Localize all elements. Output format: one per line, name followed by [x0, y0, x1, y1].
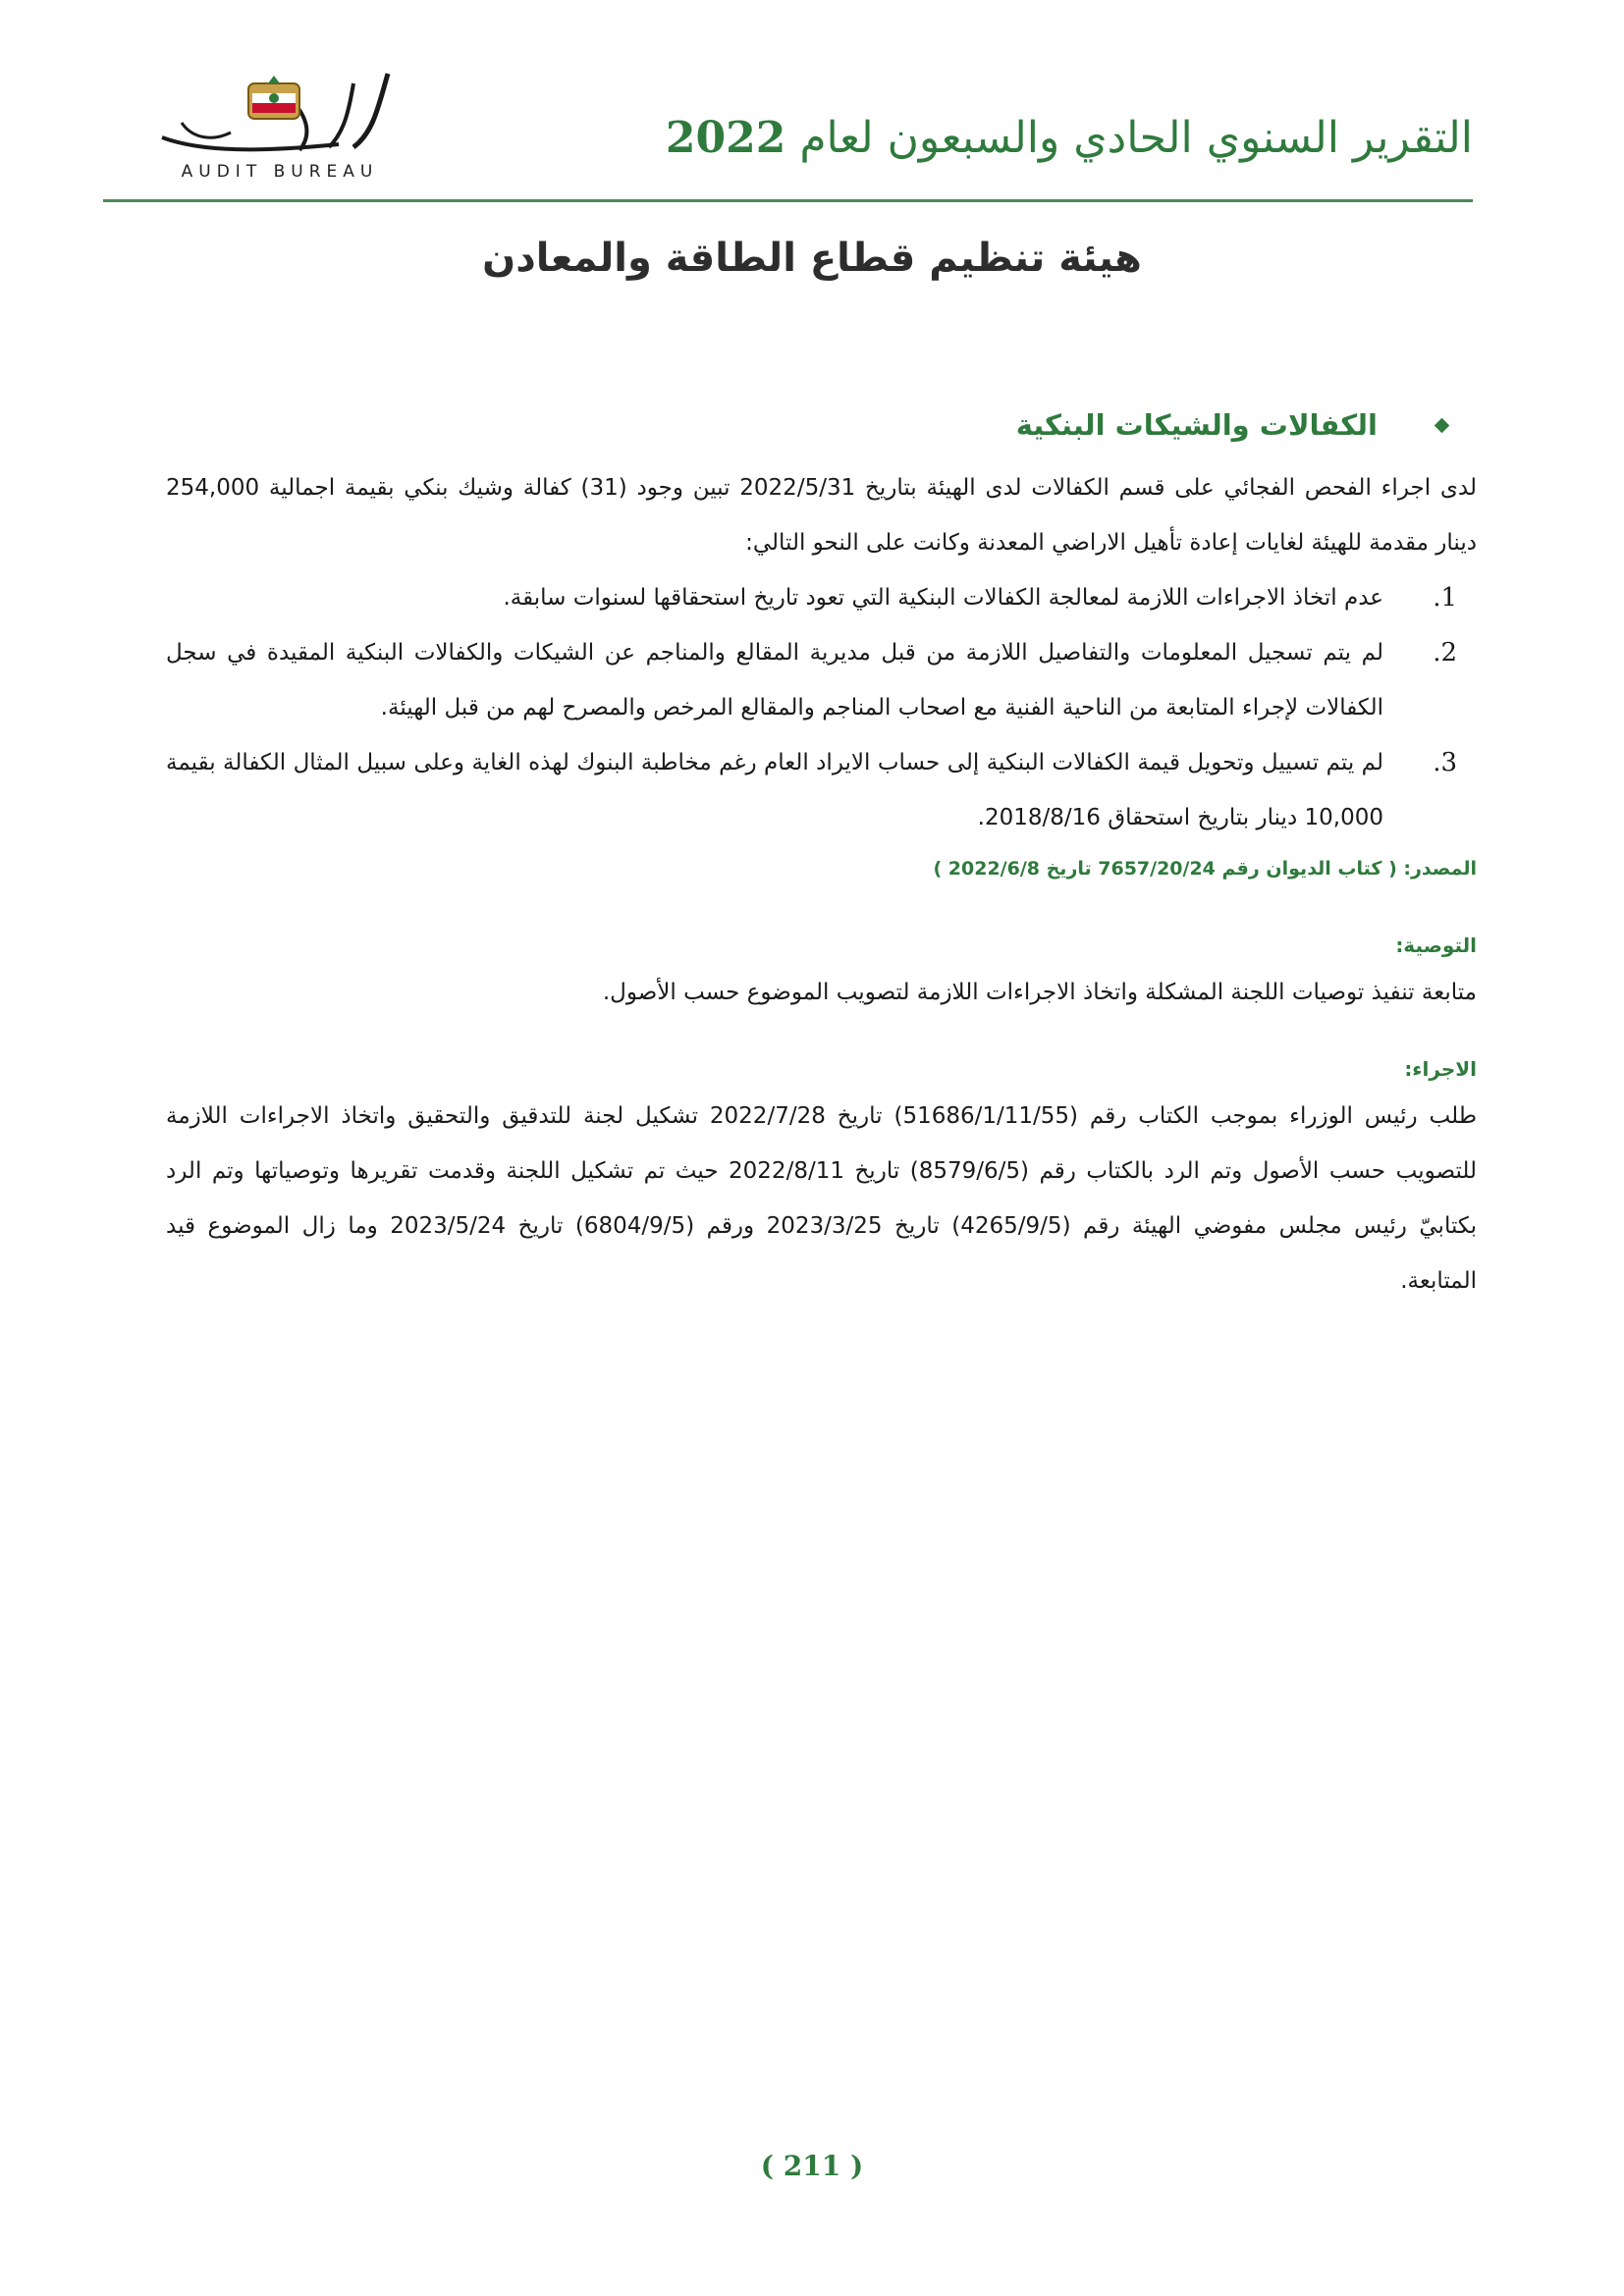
page-number: ( 211 ): [760, 2150, 864, 2182]
finding-number: 1.: [1433, 583, 1457, 613]
logo-calligraphy-icon: [142, 54, 417, 162]
section-title: هيئة تنظيم قطاع الطاقة والمعادن: [482, 236, 1142, 281]
recommendation-text: متابعة تنفيذ توصيات اللجنة المشكلة واتخاذ الاجراءات اللازمة لتصويب الموضوع حسب الأصول.: [602, 980, 1477, 1005]
page-header: [103, 54, 1473, 201]
report-year: 2022: [665, 113, 786, 163]
source-reference: المصدر: ( كتاب الديوان رقم 7657/20/24 تاريخ 2022/6/8 ): [933, 858, 1477, 880]
audit-bureau-logo: [142, 54, 417, 187]
header-divider: [103, 199, 1473, 202]
finding-text: لم يتم تسييل وتحويل قيمة الكفالات البنكية إلى حساب الايراد العام رغم مخاطبة البنوك لهذه الغاية وعلى سبيل المثال الكفالة بقيمة 10,000 دينار بتاريخ استحقاق 2018/8/16.: [166, 750, 1383, 830]
intro-paragraph: لدى اجراء الفحص الفجائي على قسم الكفالات لدى الهيئة بتاريخ 2022/5/31 تبين وجود (31) كفالة وشيك بنكي بقيمة اجمالية 254,000 دينار مقدمة للهيئة لغايات إعادة تأهيل الاراضي المعدنة وكانت على النحو التالي:: [166, 475, 1477, 556]
recommendation-label: التوصية:: [1395, 934, 1477, 957]
finding-text: لم يتم تسجيل المعلومات والتفاصيل اللازمة من قبل مديرية المقالع والمناجم عن الشيكات والكفالات البنكية المقيدة في سجل الكفالات لإجراء المتابعة من الناحية الفنية مع اصحاب المناجم والمقالع المرخص والمصرح لهم من قبل الهيئة.: [166, 640, 1383, 721]
action-text: طلب رئيس الوزراء بموجب الكتاب رقم (51686/1/11/55) تاريخ 2022/7/28 تشكيل لجنة للتدقيق والتحقيق واتخاذ الاجراءات اللازمة للتصويب حسب الأصول وتم الرد بالكتاب رقم (8579/6/5) تاريخ 2022/8/11 حيث تم تشكيل اللجنة وقدمت تقريرها وتوصياتها وتم الرد بكتابيّ رئيس مجلس مفوضي الهيئة رقم (4265/9/5) تاريخ 2023/3/25 ورقم (6804/9/5) تاريخ 2023/5/24 وما زال الموضوع قيد المتابعة.: [166, 1103, 1478, 1294]
subheading: [166, 398, 1477, 453]
diamond-bullet-icon: [1435, 417, 1450, 433]
finding-item: [166, 735, 1477, 845]
finding-text: عدم اتخاذ الاجراءات اللازمة لمعالجة الكفالات البنكية التي تعود تاريخ استحقاقها لسنوات سابقة.: [503, 585, 1383, 611]
finding-item: [166, 625, 1477, 735]
report-title-text: التقرير السنوي الحادي والسبعون لعام: [799, 113, 1473, 163]
action-label: الاجراء:: [1404, 1057, 1477, 1081]
finding-number: 3.: [1433, 748, 1457, 777]
report-title: [666, 113, 1473, 163]
findings-list: [166, 570, 1477, 845]
finding-number: 2.: [1433, 638, 1457, 667]
subheading-text: الكفالات والشيكات البنكية: [1015, 408, 1378, 442]
finding-item: [166, 570, 1477, 625]
logo-english-text: AUDIT BUREAU: [181, 162, 379, 182]
main-content: [166, 398, 1477, 1308]
